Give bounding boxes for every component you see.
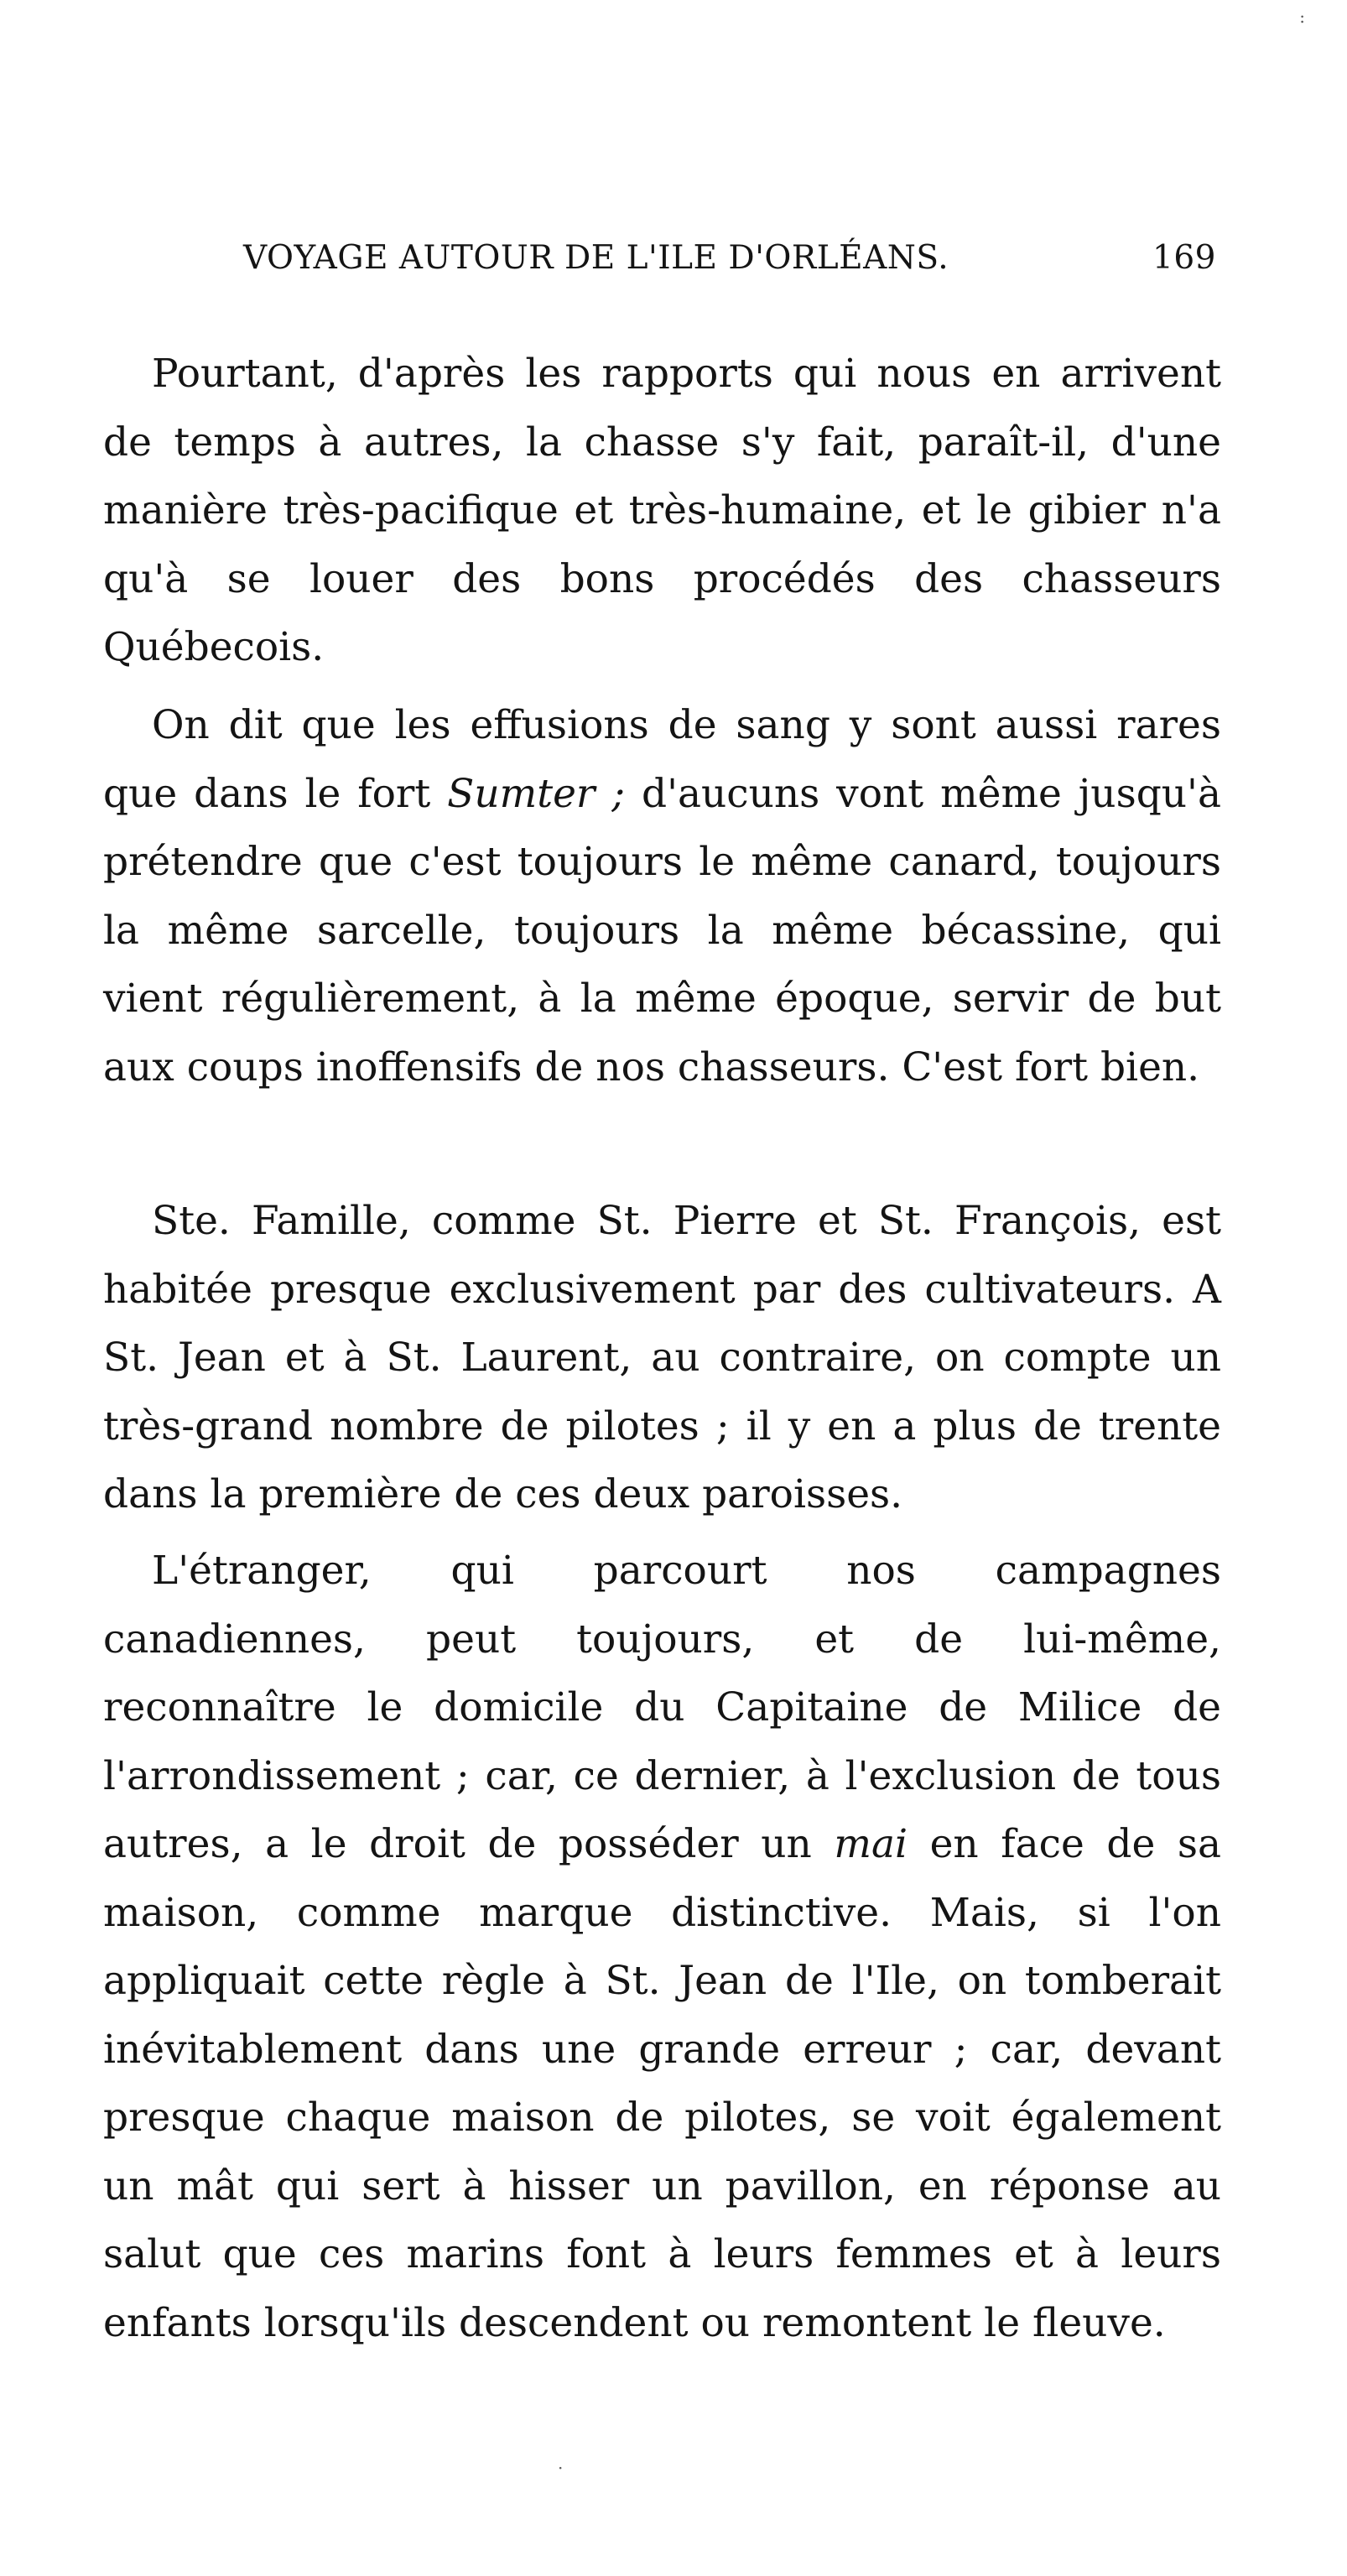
footer-speck: · — [558, 2458, 564, 2478]
paragraph-hunting-reports: Pourtant, d'après les rapports qui nous en arrivent de temps à autres, la chasse s'y fait, paraît-il, d'une manière très-pacifique et très-humaine, et le gibier n'a qu'à se louer des bons procédés des chasseurs Québecois. — [103, 351, 1221, 670]
paragraph-ste-famille: Ste. Famille, comme St. Pierre et St. François, est habitée presque exclusivement par des cultivateurs. A St. Jean et à St. Laurent, au contraire, on compte un très-grand nombre de pilotes ; il y en a plus de trente dans la première de ces deux paroisses. — [103, 1198, 1221, 1517]
paragraph-capitaine-milice — [103, 1537, 1221, 2357]
paragraph-fort-sumter — [103, 691, 1221, 1101]
running-head-title: VOYAGE AUTOUR DE L'ILE D'ORLÉANS. — [243, 239, 949, 277]
paragraph-fort-sumter-before: On dit que les effusions de sang y sont aussi rares que dans le fort — [103, 702, 1221, 817]
running-head — [243, 239, 1216, 289]
italic-mai: mai — [834, 1821, 908, 1867]
page-number: 169 — [1152, 239, 1216, 277]
paragraph-fort-sumter-after: d'aucuns vont même jusqu'à prétendre que c'est toujours le même canard, toujours la même sarcelle, toujours la même bécassine, qui vient régulièrement, à la même époque, servir de but aux coups inoffensifs de nos chasseurs. C'est fort bien. — [103, 770, 1221, 1090]
paragraph-milice-before: L'étranger, qui parcourt nos campagnes canadiennes, peut toujours, et de lui-même, reconnaître le domicile du Capitaine de Milice de l'arrondissement ; car, ce dernier, à l'exclusion de tous autres, a le droit de posséder un — [103, 1548, 1221, 1867]
margin-speck: : — [1299, 7, 1305, 27]
italic-sumter: Sumter ; — [447, 770, 626, 817]
paragraph-milice-after: en face de sa maison, comme marque distinctive. Mais, si l'on appliquait cette règle à St. Jean de l'Ile, on tomberait inévitablement dans une grande erreur ; car, devant presque chaque maison de pilotes, se voit également un mât qui sert à hisser un pavillon, en réponse au salut que ces marins font à leurs femmes et à leurs enfants lorsqu'ils descendent ou remontent le fleuve. — [103, 1821, 1221, 2346]
